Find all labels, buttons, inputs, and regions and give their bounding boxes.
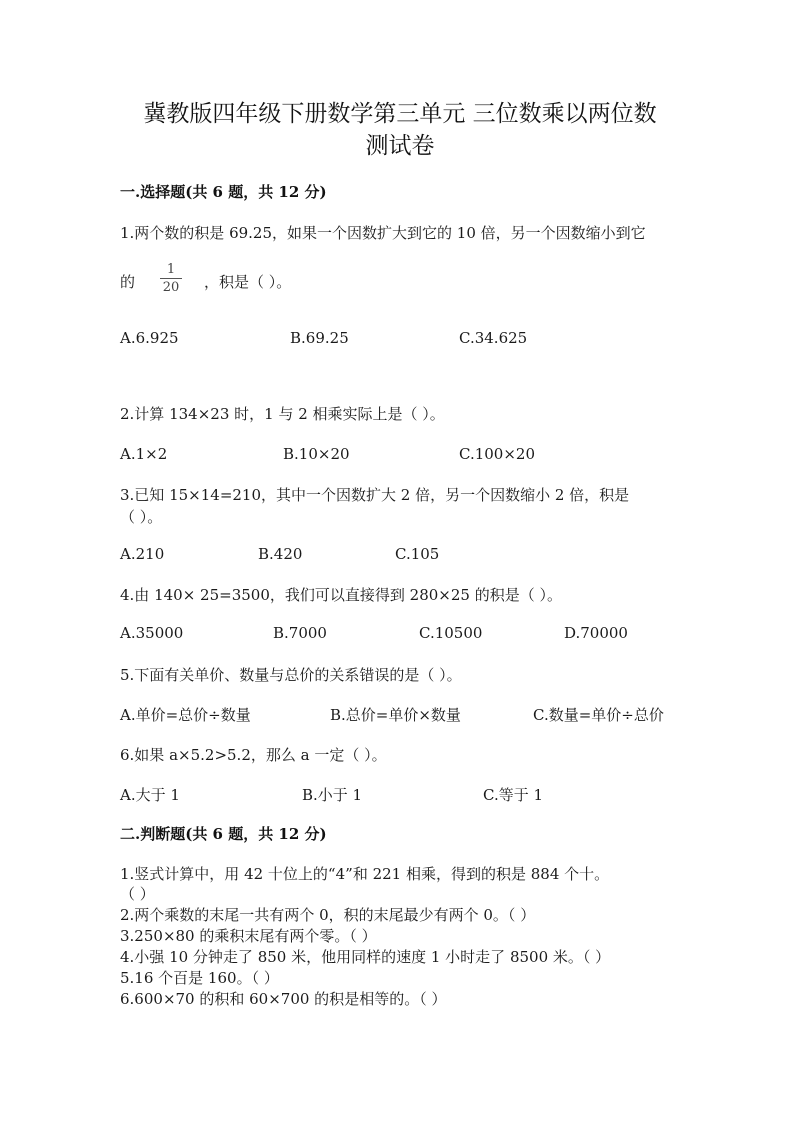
question-1-text-b-pre: 的: [120, 273, 136, 291]
question-1-option-a: A.6.925: [120, 329, 179, 347]
question-6-option-c: C.等于 1: [483, 786, 544, 804]
question-6-option-a: A.大于 1: [120, 786, 180, 804]
question-6-text: 6.如果 a×5.2>5.2，那么 a 一定（ ）。: [120, 746, 387, 764]
question-3-option-b: B.420: [258, 545, 303, 563]
judgement-item-1: 1.竖式计算中，用 42 十位上的“4”和 221 相乘，得到的积是 884 个十。: [120, 865, 610, 883]
page-title-line2: 测试卷: [365, 133, 435, 159]
fraction-one-twentieth: [160, 262, 182, 295]
question-4-option-b: B.7000: [273, 624, 327, 642]
section-heading-judgement: 二.判断题(共 6 题，共 12 分): [120, 825, 327, 843]
question-5-text: 5.下面有关单价、数量与总价的关系错误的是（ ）。: [120, 666, 462, 684]
fraction-numerator: 1: [166, 262, 176, 277]
question-2-option-c: C.100×20: [459, 445, 535, 463]
judgement-item-6: 6.600×70 的积和 60×700 的积是相等的。（ ）: [120, 990, 447, 1008]
question-6-option-b: B.小于 1: [302, 786, 363, 804]
question-5-option-c: C.数量=单价÷总价: [533, 706, 664, 724]
question-3-text-b: （ ）。: [120, 508, 163, 526]
question-2-option-b: B.10×20: [283, 445, 350, 463]
question-4-text: 4.由 140× 25=3500，我们可以直接得到 280×25 的积是（ ）。: [120, 586, 562, 604]
question-1-text-a: 1.两个数的积是 69.25，如果一个因数扩大到它的 10 倍，另一个因数缩小到它: [120, 224, 646, 242]
judgement-item-3: 3.250×80 的乘积末尾有两个零。（ ）: [120, 927, 377, 945]
question-1-option-c: C.34.625: [459, 329, 528, 347]
question-5-option-a: A.单价=总价÷数量: [120, 706, 251, 724]
question-3-text-a: 3.已知 15×14=210，其中一个因数扩大 2 倍，另一个因数缩小 2 倍，积是: [120, 486, 630, 504]
question-3-option-a: A.210: [120, 545, 165, 563]
judgement-item-2: 2.两个乘数的末尾一共有两个 0，积的末尾最少有两个 0。（ ）: [120, 906, 536, 924]
question-2-option-a: A.1×2: [120, 445, 168, 463]
question-5-option-b: B.总价=单价×数量: [330, 706, 461, 724]
question-4-option-d: D.70000: [564, 624, 628, 642]
judgement-item-1-blank: （ ）: [120, 885, 155, 903]
judgement-item-5: 5.16 个百是 160。（ ）: [120, 969, 279, 987]
fraction-bar: [160, 278, 182, 279]
question-4-option-c: C.10500: [419, 624, 483, 642]
section-heading-choice: 一.选择题(共 6 题，共 12 分): [120, 183, 327, 201]
question-2-text: 2.计算 134×23 时，1 与 2 相乘实际上是（ ）。: [120, 405, 445, 423]
question-1-option-b: B.69.25: [290, 329, 349, 347]
question-4-option-a: A.35000: [120, 624, 184, 642]
question-1-text-b-post: ，积是（ ）。: [204, 273, 292, 291]
judgement-item-4: 4.小强 10 分钟走了 850 米，他用同样的速度 1 小时走了 8500 米。（ ）: [120, 948, 611, 966]
page-title-line1: 冀教版四年级下册数学第三单元 三位数乘以两位数: [143, 101, 657, 127]
fraction-denominator: 20: [162, 280, 180, 295]
question-3-option-c: C.105: [395, 545, 440, 563]
